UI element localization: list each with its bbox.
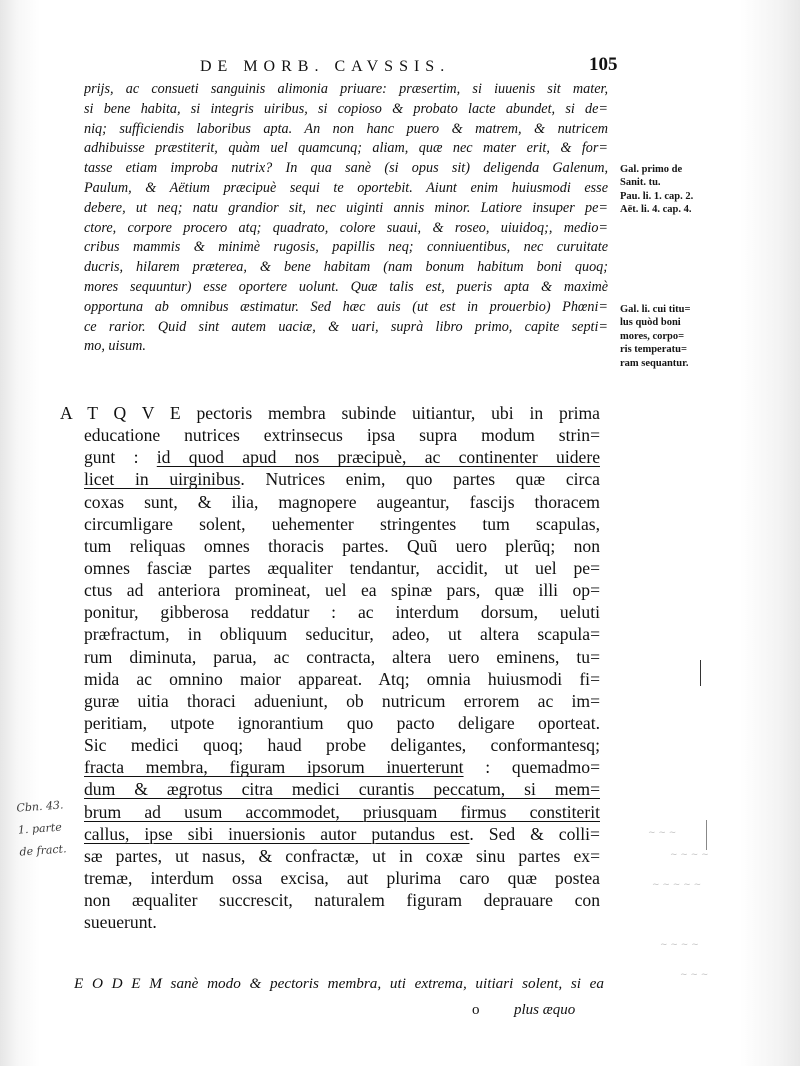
text-line: licet in uirginibus. Nutrices enim, quo partes quæ circa [84,469,600,490]
underlined-passage: dum & ægrotus citra medici curantis peccatum, si mem= [84,779,600,800]
text-line: mo, uisum. [84,338,146,355]
text-line: A T Q V E pectoris membra subinde uitiantur, ubi in prima [60,403,600,423]
text-line: niq; sufficiendis laboribus apta. An non hanc puero & matrem, & nutricem [84,120,608,137]
text-line: tum reliquas omnes thoracis partes. Quũ uero plerũq; non [84,535,600,556]
text-line: omnes fasciæ partes æqualiter tendantur, accidit, ut uel pe= [84,557,600,578]
text-line [60,801,600,823]
text-line: ponitur, gibberosa reddatur : ac interdum dorsum, ueluti [84,602,600,623]
text-line: ce rarior. Quid sint autem uaciæ, & uari, suprà libro primo, capite septi= [84,318,608,335]
text-line: mores sequuntur) esse oportere uolunt. Quæ talis est, pueris apta & maximè [84,278,608,295]
text-line: opportuna ab omnibus æstimatur. Sed hæc auis (ut est in prouerbio) Phœni= [84,298,608,315]
underlined-passage: brum ad usum accommodet, priusquam firmus constiterit [84,801,600,822]
text-line: tremæ, interdum ossa excisa, aut plurima caro quæ postea [84,867,600,888]
text-line: tasse etiam improba nutrix? In qua sanè (si opus sit) deligenda Galenum, [84,160,608,177]
handwritten-annotation: Cbn. 43. 1. parte de fract. [16,798,67,859]
text-line: mida ac omnino maior appareat. Atq; omnia huiusmodi fi= [84,668,600,689]
text-line: ducris, hilarem præterea, & bene habitam (nam bonum habitum boni quoq; [84,259,608,276]
text-line: sæ partes, ut nasus, & confractæ, ut in coxæ sinu partes ex= [84,845,600,866]
text-line: si bene habita, si integris uiribus, si copioso & probato lacte abundet, si de= [84,100,608,117]
closing-line: E O D E M sanè modo & pectoris membra, uti extrema, uitiari solent, si ea [74,975,604,992]
margin-note-reference: Gal. li. cui titu= lus quòd boni mores, corpo= ris temperatu= ram sequantur. [620,304,691,369]
page-number: 105 [589,54,618,75]
underlined-passage: fracta membra, figuram ipsorum inuerterunt [84,757,464,778]
text-line: sueuerunt. [84,912,157,933]
text-line: Paulum, & Aëtium præcipuè sequi te oportebit. Aiunt enim huiusmodi esse [84,179,608,196]
margin-pen-stroke [700,660,701,686]
text-line: debere, ut neq; natu grandior sit, nec uiginti annis minor. Latiore insuper pe= [84,199,608,216]
catchword: plus æquo [514,1002,576,1018]
show-through-ink: ~ ~ ~ ~ ~ ~ ~ ~ ~ ~ ~ ~ ~ ~ ~ ~ ~ ~ ~ [648,828,709,980]
text-line [60,778,600,800]
text-line: rum diminuta, parua, ac contracta, altera uero eminens, tu= [84,646,600,667]
text-line: circumligare solent, uehementer stringentes tum scapulas, [84,513,600,534]
underlined-passage: callus, ipse sibi inuersionis autor putandus est [84,823,470,844]
running-head: DE MORB. CAVSSIS. [200,58,451,75]
roman-paragraph [60,402,600,933]
text-line: præfractum, in obliquum seducitur, adeo, ut altera scapula= [84,624,600,645]
text-line: peritiam, utpote ignorantium quo pacto deligare oporteat. [84,712,600,733]
text-line: coxas sunt, & ilia, magnopere augeantur, fascijs thoracem [84,491,600,512]
margin-note-citation: Gal. primo de Sanit. tu. Pau. li. 1. cap. 2. Aët. li. 4. cap. 4. [620,164,694,216]
text-line: non æqualiter succrescit, naturalem figuram deprauare con [84,890,600,911]
italic-paragraph [84,80,608,357]
text-line: adhibuisse præstiterit, quàm uel quamcunq; aliam, quæ nec mater erit, & for= [84,140,608,157]
text-line: prijs, ac consueti sanguinis alimonia priuare: præsertim, si iuuenis sit mater, [84,81,608,97]
underlined-passage: id quod apud nos præcipuè, ac continenter uidere [156,447,600,468]
text-line: fracta membra, figuram ipsorum inuerterunt : quemadmo= [84,757,600,778]
text-line: guræ uitia thoraci adueniunt, ob nutricum errorem ac im= [84,690,600,711]
text-line: ctus ad anteriora promineat, uel ea spinæ pars, quæ illi op= [84,580,600,601]
signature-mark: o [472,1002,480,1018]
text-line: gunt : id quod apud nos præcipuè, ac continenter uidere [84,447,600,468]
text-line: cribus mammis & minimè rugosis, papillis neq; conniuentibus, nec curuitate [84,239,608,256]
underlined-passage: licet in uirginibus [84,469,241,490]
text-line: callus, ipse sibi inuersionis autor putandus est. Sed & colli= [84,823,600,844]
text-line: educatione nutrices extrinsecus ipsa supra modum strin= [84,425,600,446]
text-line: Sic medici quoq; haud probe deligantes, conformantesq; [84,735,600,756]
text-line: ctore, corpore procero atq; quadrato, colore suaui, & roseo, uiuidoq;, medio= [84,219,608,236]
